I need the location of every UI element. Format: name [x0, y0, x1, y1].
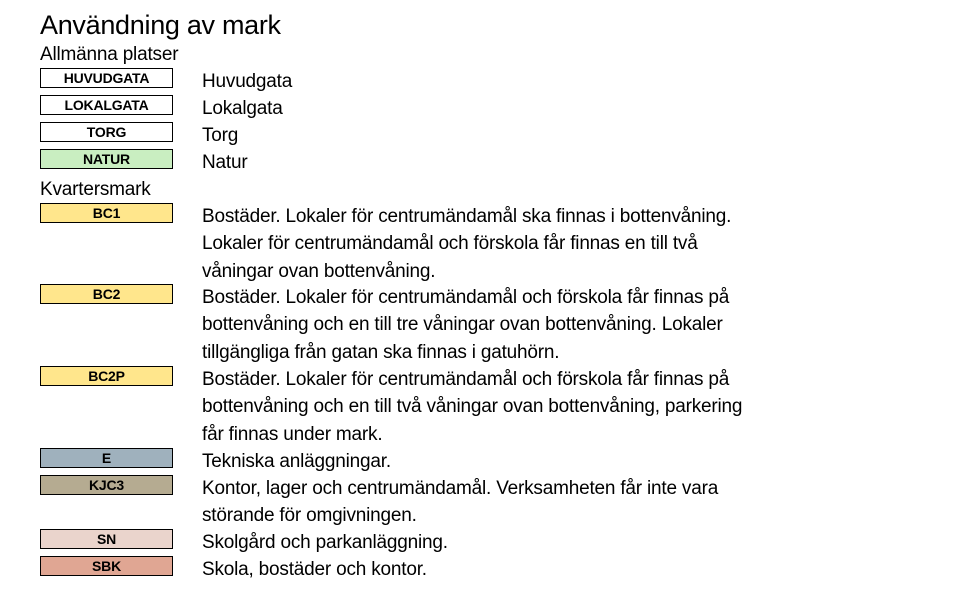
page-title: Användning av mark — [40, 10, 281, 40]
legend-description-bc2 — [202, 284, 729, 366]
section-heading-allmanna-platser: Allmänna platser — [40, 44, 179, 65]
description-line: Skolgård och parkanläggning. — [202, 532, 448, 553]
legend-description-natur — [202, 149, 247, 176]
description-line: Skola, bostäder och kontor. — [202, 559, 427, 580]
legend-swatch-bc2p: BC2P — [40, 366, 173, 386]
legend-swatch-bc1: BC1 — [40, 203, 173, 223]
description-line: bottenvåning och en till två våningar ovan bottenvåning, parkering — [202, 396, 743, 418]
description-line: Torg — [202, 125, 239, 146]
description-line: Tekniska anläggningar. — [202, 451, 391, 472]
description-line: Bostäder. Lokaler för centrumändamål och förskola får finnas på — [202, 369, 730, 390]
legend-swatch-lokalgata: LOKALGATA — [40, 95, 173, 115]
description-line: Natur — [202, 152, 248, 173]
legend-swatch-sbk: SBK — [40, 556, 173, 576]
description-line: Bostäder. Lokaler för centrumändamål ska finnas i bottenvåning. — [202, 206, 732, 227]
legend-description-bc1 — [202, 203, 731, 285]
legend-swatch-natur: NATUR — [40, 149, 173, 169]
legend-description-sn — [202, 529, 448, 556]
description-line: störande för omgivningen. — [202, 505, 417, 527]
legend-swatch-e: E — [40, 448, 173, 468]
description-line: Kontor, lager och centrumändamål. Verksamheten får inte vara — [202, 478, 719, 499]
description-line: Bostäder. Lokaler för centrumändamål och förskola får finnas på — [202, 287, 730, 308]
legend-swatch-bc2: BC2 — [40, 284, 173, 304]
description-line: får finnas under mark. — [202, 423, 383, 445]
description-line: Huvudgata — [202, 71, 293, 92]
legend-swatch-sn: SN — [40, 529, 173, 549]
legend-description-huvudgata — [202, 68, 292, 95]
legend-description-torg — [202, 122, 238, 149]
legend-description-bc2p — [202, 366, 742, 448]
legend-description-lokalgata — [202, 95, 283, 122]
description-line: tillgängliga från gatan ska finnas i gatuhörn. — [202, 341, 560, 363]
legend-description-kjc3 — [202, 475, 718, 530]
legend-swatch-torg: TORG — [40, 122, 173, 142]
legend-swatch-huvudgata: HUVUDGATA — [40, 68, 173, 88]
description-line: Lokalgata — [202, 98, 283, 119]
section-heading-kvartersmark: Kvartersmark — [40, 179, 151, 200]
legend-description-e — [202, 448, 391, 475]
description-line: våningar ovan bottenvåning. — [202, 260, 436, 282]
description-line: Lokaler för centrumändamål och förskola får finnas en till två — [202, 233, 698, 255]
legend-swatch-kjc3: KJC3 — [40, 475, 173, 495]
legend-description-sbk — [202, 556, 427, 583]
description-line: bottenvåning och en till tre våningar ovan bottenvåning. Lokaler — [202, 314, 723, 336]
